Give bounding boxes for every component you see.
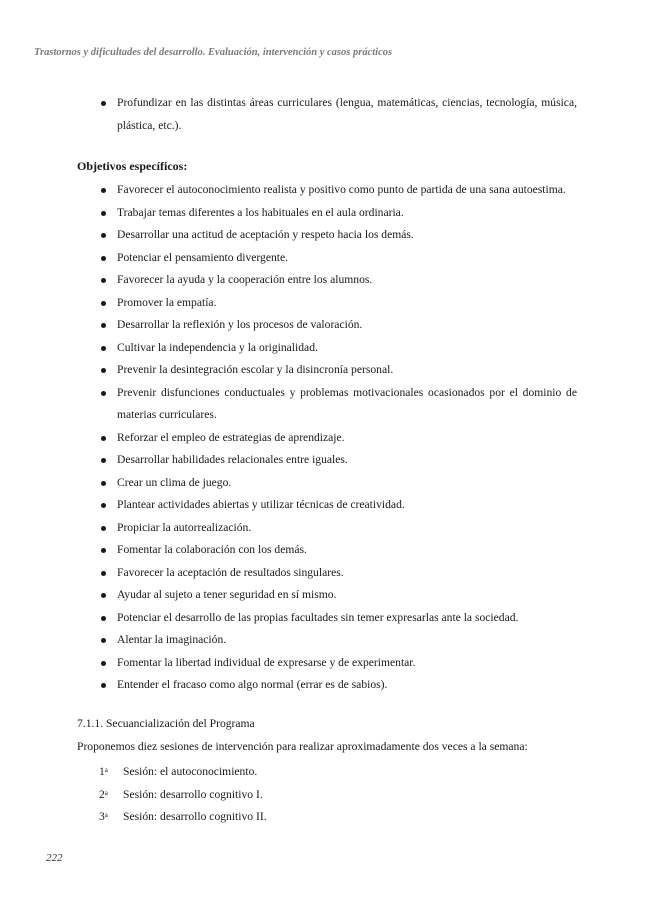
page-number: 222 (46, 852, 63, 864)
list-item-text: Potenciar el desarrollo de las propias facultades sin temer expresarlas ante la sociedad. (117, 610, 519, 624)
list-item-text: Favorecer el autoconocimiento realista y positivo como punto de partida de una sana autoestima. (117, 183, 566, 196)
list-item-text: Trabajar temas diferentes a los habituales en el aula ordinaria. (117, 205, 404, 219)
list-item-text: Desarrollar una actitud de aceptación y respeto hacia los demás. (117, 228, 414, 241)
session-item (99, 761, 499, 784)
list-item (97, 494, 577, 517)
list-item-text: Entender el fracaso como algo normal (errar es de sabios). (117, 678, 388, 691)
list-item (97, 359, 577, 382)
list-item-text: Propiciar la autorrealización. (117, 520, 252, 534)
subsection-title: 7.1.1. Secuancialización del Programa (77, 717, 255, 730)
list-item-text: Reforzar el empleo de estrategias de aprendizaje. (117, 430, 345, 444)
sessions-list (99, 761, 499, 829)
list-item (97, 472, 577, 495)
session-label: Sesión: el autoconocimiento. (123, 765, 258, 778)
list-item-text: Fomentar la libertad individual de expresarse y de experimentar. (117, 655, 416, 669)
list-item-text: Desarrollar la reflexión y los procesos de valoración. (117, 318, 363, 331)
list-item-text: Crear un clima de juego. (117, 475, 232, 489)
list-item (97, 269, 577, 292)
list-item-text: Plantear actividades abiertas y utilizar técnicas de creatividad. (117, 498, 405, 511)
session-item (99, 784, 499, 807)
session-number: 2$^a$ (99, 787, 108, 801)
list-item-text: Favorecer la ayuda y la cooperación entre los alumnos. (117, 273, 373, 286)
list-item-text: Cultivar la independencia y la originalidad. (117, 340, 318, 354)
list-item (97, 629, 577, 652)
list-item-text: Alentar la imaginación. (117, 633, 227, 646)
list-item (97, 224, 577, 247)
list-item (97, 607, 577, 630)
list-item (97, 179, 577, 202)
list-item-text: Promover la empatía. (117, 295, 217, 309)
programme-intro: Proponemos diez sesiones de intervención para realizar aproximadamente dos veces a la semana: (77, 740, 528, 753)
list-item-text: Potenciar el pensamiento divergente. (117, 250, 289, 264)
list-item (97, 449, 577, 472)
list-item (97, 382, 577, 427)
section-heading: Objetivos específicos: (77, 159, 188, 173)
list-item-text: Ayudar al sujeto a tener seguridad en sí mismo. (117, 588, 337, 601)
list-item (97, 652, 577, 675)
list-item (97, 314, 577, 337)
list-item-text: Prevenir la desintegración escolar y la disincronía personal. (117, 363, 394, 376)
list-item (97, 92, 577, 137)
list-item-text: Favorecer la aceptación de resultados singulares. (117, 565, 344, 579)
list-item (97, 427, 577, 450)
list-item-text: Profundizar en las distintas áreas curriculares (lengua, matemáticas, ciencias, tecnología, música, plástica, etc.). (117, 96, 577, 132)
session-label: Sesión: desarrollo cognitivo I. (123, 787, 263, 801)
list-item (97, 674, 577, 697)
running-header: Trastornos y dificultades del desarrollo. Evaluación, intervención y casos prácticos (34, 47, 393, 58)
list-item (97, 562, 577, 585)
list-item-text: Fomentar la colaboración con los demás. (117, 543, 307, 556)
session-number: 3$^a$ (99, 810, 108, 823)
list-item (97, 337, 577, 360)
session-number: 1$^a$ (99, 765, 108, 778)
list-item (97, 584, 577, 607)
session-label: Sesión: desarrollo cognitivo II. (123, 810, 267, 823)
list-item (97, 517, 577, 540)
list-item-text: Desarrollar habilidades relacionales entre iguales. (117, 453, 348, 466)
list-item (97, 202, 577, 225)
list-item-text: Prevenir disfunciones conductuales y problemas motivacionales ocasionados por el dominio de materias curriculares. (117, 385, 577, 421)
list-item (97, 539, 577, 562)
list-item (97, 247, 577, 270)
objectives-list (97, 179, 577, 697)
session-item (99, 806, 499, 829)
list-item (97, 292, 577, 315)
